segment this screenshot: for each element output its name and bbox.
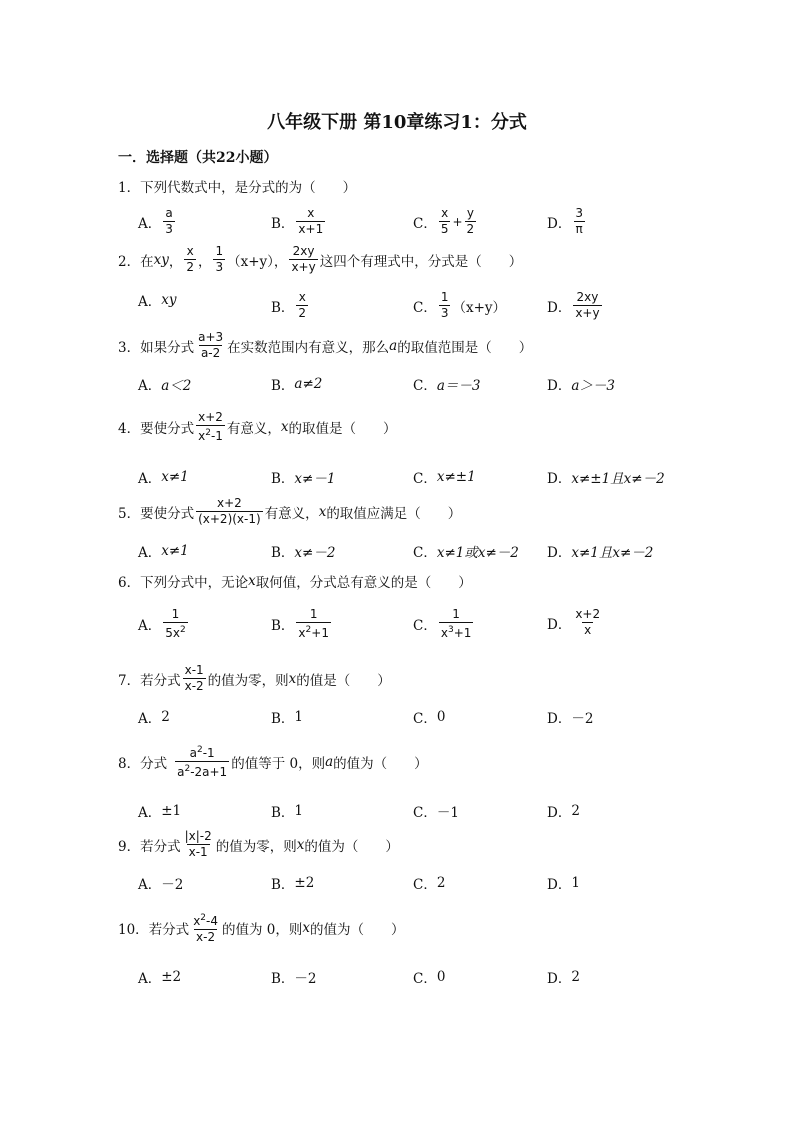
fraction: $\frac{x^2-4}{x-2}$ xyxy=(193,913,218,944)
fraction: $\frac{a}{3}$ xyxy=(165,206,173,236)
q7-option-d[interactable]: D． －2 xyxy=(547,711,594,727)
fraction: $\frac{1}{3}$ xyxy=(215,244,224,274)
fraction: $\frac{x}{2}$ xyxy=(298,290,307,320)
q1-option-a[interactable]: A． $\frac{a}{3}$ xyxy=(138,206,173,236)
q7-option-b[interactable]: B． 1 xyxy=(271,709,304,727)
q8-option-c[interactable]: C． －1 xyxy=(413,805,459,821)
q4-option-b[interactable]: B． x≠－1 xyxy=(271,471,336,487)
q6-option-c[interactable]: C． $\frac{1}{x^3+1}$ xyxy=(413,607,472,640)
fraction: $\frac{x}{5}$ xyxy=(440,206,449,236)
q5-option-b[interactable]: B． x≠－2 xyxy=(271,545,336,561)
question-9: 9． 若分式 $\frac{|x|-2}{x-1}$ 的值为零，则 x 的值为（ ） xyxy=(118,829,399,859)
fraction: $\frac{a+3}{a-2}$ xyxy=(198,330,224,360)
fraction: $\frac{x+2}{(x+2)(x-1)}$ xyxy=(198,496,261,526)
q4-option-a[interactable]: A． x≠1 xyxy=(138,469,189,487)
fraction: $\frac{3}{\pi}$ xyxy=(575,206,583,236)
fraction: $\frac{x+2}{x^2-1}$ xyxy=(198,410,223,443)
section-heading: 一．选择题（共22小题） xyxy=(118,150,278,166)
q9-option-b[interactable]: B． ±2 xyxy=(271,875,315,893)
q6-option-a[interactable]: A． $\frac{1}{5x^2}$ xyxy=(138,607,186,640)
q3-option-d[interactable]: D． a＞－3 xyxy=(547,378,615,394)
question-10: 10． 若分式 $\frac{x^2-4}{x-2}$ 的值为 0，则 x 的值为（ ） xyxy=(118,913,405,944)
q5-option-d[interactable]: D． x≠1且x≠－2 xyxy=(547,545,654,561)
fraction: $\frac{1}{x^2+1}$ xyxy=(298,607,329,640)
q5-option-a[interactable]: A． x≠1 xyxy=(138,543,189,561)
q7-option-c[interactable]: C． 0 xyxy=(413,709,446,727)
q5-option-c[interactable]: C． x≠1或x≠－2 xyxy=(413,545,519,561)
q8-option-b[interactable]: B． 1 xyxy=(271,803,304,821)
q3-option-c[interactable]: C． a＝－3 xyxy=(413,378,481,394)
fraction: $\frac{|x|-2}{x-1}$ xyxy=(184,829,212,859)
fraction: $\frac{a^2-1}{a^2-2a+1}$ xyxy=(177,745,228,779)
q7-option-a[interactable]: A． 2 xyxy=(138,709,170,727)
q4-option-c[interactable]: C． x≠±1 xyxy=(413,469,476,487)
fraction: $\frac{1}{x^3+1}$ xyxy=(440,607,472,640)
q9-option-a[interactable]: A． －2 xyxy=(138,877,184,893)
q8-option-d[interactable]: D． 2 xyxy=(547,803,580,821)
q2-option-b[interactable]: B． $\frac{x}{2}$ xyxy=(271,290,307,320)
q9-option-d[interactable]: D． 1 xyxy=(547,875,580,893)
q10-option-d[interactable]: D． 2 xyxy=(547,969,580,987)
q9-option-c[interactable]: C． 2 xyxy=(413,875,446,893)
q10-option-a[interactable]: A． ±2 xyxy=(138,969,182,987)
question-1: 1． 下列代数式中，是分式的为（ ） xyxy=(118,180,357,196)
q3-option-a[interactable]: A． a＜2 xyxy=(138,378,192,394)
fraction: $\frac{1}{5x^2}$ xyxy=(165,607,186,640)
q2-option-a[interactable]: A． xy xyxy=(138,292,177,310)
question-6: 6． 下列分式中，无论 x 取何值，分式总有意义的是（ ） xyxy=(118,573,472,591)
fraction: $\frac{2xy}{x+y}$ xyxy=(291,244,316,274)
fraction: $\frac{x-1}{x-2}$ xyxy=(184,663,204,693)
fraction: $\frac{y}{2}$ xyxy=(466,206,475,236)
question-5: 5． 要使分式 $\frac{x+2}{(x+2)(x-1)}$ 有意义， x 的取值应满足（ ） xyxy=(118,496,462,526)
fraction: $\frac{x+2}{x}$ xyxy=(575,607,601,637)
question-7: 7． 若分式 $\frac{x-1}{x-2}$ 的值为零，则 x 的值是（ ） xyxy=(118,663,391,693)
fraction: $\frac{x}{2}$ xyxy=(186,244,194,274)
question-8: 8． 分式 $\frac{a^2-1}{a^2-2a+1}$ 的值等于 0，则 a 的值为（ ） xyxy=(118,745,428,779)
q1-option-b[interactable]: B． $\frac{x}{x+1}$ xyxy=(271,206,324,236)
q10-option-b[interactable]: B． －2 xyxy=(271,971,317,987)
q10-option-c[interactable]: C． 0 xyxy=(413,969,446,987)
q3-option-b[interactable]: B． a≠2 xyxy=(271,376,323,394)
fraction: $\frac{2xy}{x+y}$ xyxy=(575,290,600,320)
fraction: $\frac{x}{x+1}$ xyxy=(298,206,324,236)
q1-option-c[interactable]: C． $\frac{x}{5}$ + $\frac{y}{2}$ xyxy=(413,206,475,236)
question-4: 4． 要使分式 $\frac{x+2}{x^2-1}$ 有意义， x 的取值是（ ） xyxy=(118,410,397,443)
fraction: $\frac{1}{3}$ xyxy=(440,290,449,320)
question-3: 3． 如果分式 $\frac{a+3}{a-2}$ 在实数范围内有意义，那么 a 的取值范围是（ ） xyxy=(118,330,533,360)
question-2: 2． 在 xy ， $\frac{x}{2}$ ， $\frac{1}{3}$ （x+y）， $\frac{2xy}{x+y}$ 这四个有理式中，分式是（ ） xyxy=(118,244,523,274)
q2-option-d[interactable]: D． $\frac{2xy}{x+y}$ xyxy=(547,290,600,320)
q2-option-c[interactable]: C． $\frac{1}{3}$ （x+y） xyxy=(413,290,507,320)
page-title: 八年级下册 第10章练习1：分式 xyxy=(267,112,527,133)
q1-option-d[interactable]: D． $\frac{3}{\pi}$ xyxy=(547,206,583,236)
q4-option-d[interactable]: D． x≠±1且x≠－2 xyxy=(547,471,665,487)
q6-option-d[interactable]: D． $\frac{x+2}{x}$ xyxy=(547,607,601,637)
q8-option-a[interactable]: A． ±1 xyxy=(138,803,182,821)
q6-option-b[interactable]: B． $\frac{1}{x^2+1}$ xyxy=(271,607,329,640)
